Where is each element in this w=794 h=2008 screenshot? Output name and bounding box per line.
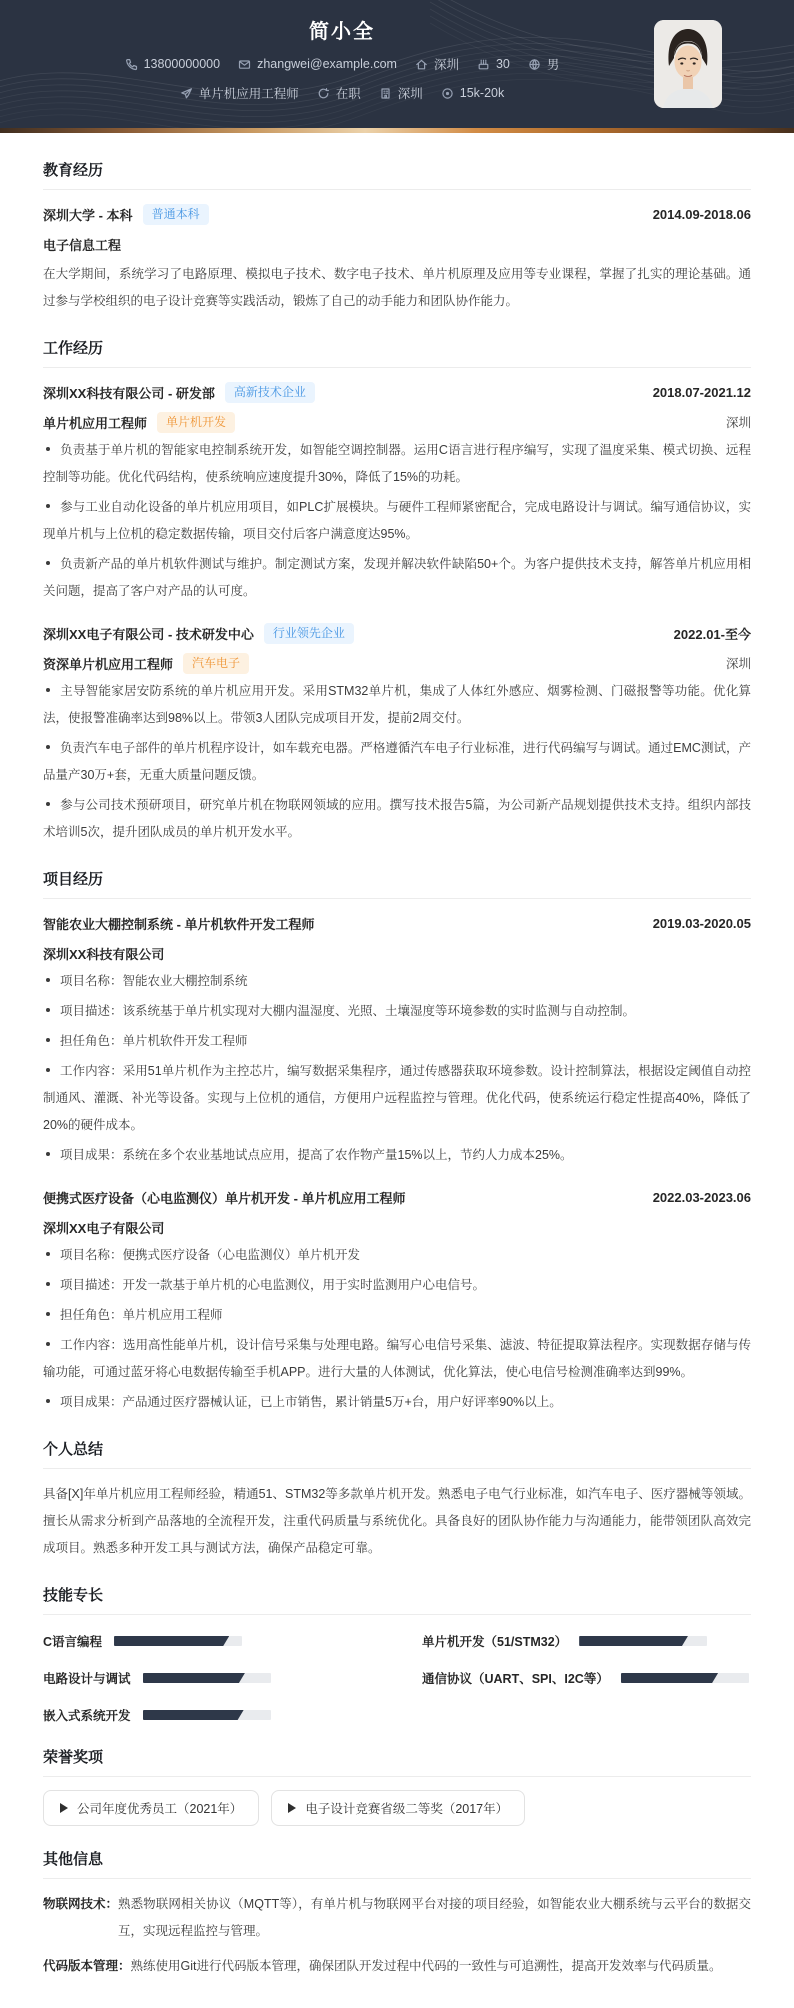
- skill-bar-fill: [143, 1710, 244, 1720]
- bullet-dot-icon: [46, 978, 50, 982]
- section-awards: [43, 1746, 751, 1826]
- skill-bar: [114, 1636, 242, 1646]
- work-bullet: 负责汽车电子部件的单片机程序设计，如车载充电器。严格遵循汽车电子行业标准，进行代码编写与调试。通过EMC测试，产品量产30万+套，无重大质量问题反馈。: [43, 741, 751, 782]
- project-bullet: 担任角色：单片机软件开发工程师: [43, 1028, 751, 1055]
- bullet-dot-icon: [46, 1068, 50, 1072]
- project-date: 2019.03-2020.05: [652, 915, 751, 931]
- project-entry: [43, 911, 751, 1169]
- project-company: 深圳XX电子有限公司: [43, 1220, 165, 1236]
- bullet-dot-icon: [46, 447, 50, 451]
- company-badge: 行业领先企业: [264, 623, 354, 644]
- salary-value: 15k-20k: [459, 86, 505, 100]
- bullet-dot-icon: [46, 561, 50, 565]
- bullet-dot-icon: [46, 745, 50, 749]
- job-tag: 汽车电子: [183, 653, 249, 674]
- awards-section-title: 荣誉奖项: [43, 1746, 751, 1777]
- contact-email: [238, 57, 397, 71]
- job-status-icon: [317, 87, 330, 100]
- project-bullet: 担任角色：单片机应用工程师: [43, 1302, 751, 1329]
- education-date: 2014.09-2018.06: [652, 206, 751, 222]
- other-info-label: 代码版本管理：: [43, 1959, 131, 1973]
- award-chip: [43, 1790, 259, 1826]
- other-info-text: 熟悉物联网相关协议（MQTT等），有单片机与物联网平台对接的项目经验，如智能农业大棚系统与云平台的数据交互，实现远程监控与管理。: [118, 1897, 751, 1938]
- work-bullet: 负责新产品的单片机软件测试与维护。制定测试方案，发现并解决软件缺陷50+个。为客户提供技术支持，解答单片机应用相关问题，提高了客户对产品的认可度。: [43, 557, 751, 598]
- skill-item: [422, 1632, 751, 1650]
- skill-label: 单片机开发（51/STM32）: [422, 1635, 568, 1649]
- skill-bar-fill: [114, 1636, 229, 1646]
- job-tag: 单片机开发: [157, 412, 235, 433]
- job-title: 资深单片机应用工程师: [43, 656, 174, 672]
- bullet-dot-icon: [46, 504, 50, 508]
- city-icon: [379, 87, 392, 100]
- work-date: 2022.01-至今: [673, 626, 751, 642]
- project-date: 2022.03-2023.06: [652, 1189, 751, 1205]
- phone-icon: [125, 58, 138, 71]
- gender-icon: [528, 58, 541, 71]
- email-address: zhangwei@example.com: [257, 57, 397, 71]
- project-title: 便携式医疗设备（心电监测仪）单片机开发 - 单片机应用工程师: [43, 1190, 406, 1206]
- portrait-illustration: [654, 20, 722, 108]
- education-description: 在大学期间，系统学习了电路原理、模拟电子技术、数字电子技术、单片机原理及应用等专业课程，掌握了扎实的理论基础。通过参与学校组织的电子设计竞赛等实践活动，锻炼了自己的动手能力和团队协作能力。: [43, 267, 751, 308]
- company-name: 深圳XX电子有限公司 - 技术研发中心: [43, 626, 254, 642]
- contact-city: [379, 84, 423, 102]
- work-location: 深圳: [725, 416, 751, 430]
- other-section-title: 其他信息: [43, 1848, 751, 1879]
- education-section-title: 教育经历: [43, 159, 751, 190]
- home-icon: [415, 58, 428, 71]
- project-entry: [43, 1185, 751, 1416]
- award-chip: [271, 1790, 525, 1826]
- bullet-dot-icon: [46, 1038, 50, 1042]
- skill-item: [43, 1632, 372, 1650]
- education-badge: 普通本科: [143, 204, 209, 225]
- bullet-dot-icon: [46, 688, 50, 692]
- project-title: 智能农业大棚控制系统 - 单片机软件开发工程师: [43, 916, 315, 932]
- play-icon: [60, 1803, 68, 1813]
- skill-item: [43, 1669, 372, 1687]
- job-status-value: 在职: [335, 87, 361, 101]
- skill-bar-fill: [621, 1673, 718, 1683]
- section-projects: [43, 868, 751, 1416]
- skill-bar-fill: [579, 1636, 688, 1646]
- job-title: 单片机应用工程师: [43, 415, 148, 431]
- skill-label: 电路设计与调试: [43, 1672, 131, 1686]
- section-skills: [43, 1584, 751, 1724]
- skills-section-title: 技能专长: [43, 1584, 751, 1615]
- job-intention-icon: [180, 87, 193, 100]
- project-bullet: 项目名称：智能农业大棚控制系统: [43, 968, 751, 995]
- bullet-dot-icon: [46, 1312, 50, 1316]
- skill-item: [422, 1669, 751, 1687]
- contact-row-2: [40, 84, 644, 102]
- projects-section-title: 项目经历: [43, 868, 751, 899]
- major-name: 电子信息工程: [43, 237, 122, 253]
- work-entry: [43, 621, 751, 846]
- contact-salary: [441, 86, 504, 100]
- project-company: 深圳XX科技有限公司: [43, 946, 165, 962]
- skill-bar: [621, 1673, 749, 1683]
- skill-label: 通信协议（UART、SPI、I2C等）: [422, 1672, 609, 1686]
- work-date: 2018.07-2021.12: [652, 384, 751, 400]
- bullet-dot-icon: [46, 1342, 50, 1346]
- bullet-dot-icon: [46, 1282, 50, 1286]
- bullet-dot-icon: [46, 1252, 50, 1256]
- contact-job-status: [317, 84, 361, 102]
- email-icon: [238, 58, 251, 71]
- bullet-dot-icon: [46, 802, 50, 806]
- work-location: 深圳: [725, 657, 751, 671]
- skill-bar: [143, 1673, 271, 1683]
- project-bullet: 项目成果：系统在多个农业基地试点应用，提高了农作物产量15%以上，节约人力成本25%。: [43, 1142, 751, 1169]
- city-value: 深圳: [397, 87, 423, 101]
- phone-number: 13800000000: [143, 57, 221, 71]
- other-info-item: [43, 1891, 751, 1945]
- home-city-value: 深圳: [433, 58, 459, 72]
- summary-text: 具备[X]年单片机应用工程师经验，精通51、STM32等多款单片机开发。熟悉电子电气行业标准，如汽车电子、医疗器械等领域。擅长从需求分析到产品落地的全流程开发，注重代码质量与系统优化。具备良好的团队协作能力与沟通能力，能带领团队高效完成项目。熟悉多种开发工具与测试方法，确保产品稳定可靠。: [43, 1487, 751, 1555]
- skill-label: 嵌入式系统开发: [43, 1709, 131, 1723]
- school-name: 深圳大学 - 本科: [43, 207, 133, 223]
- contact-age: [477, 57, 510, 71]
- gender-value: 男: [546, 58, 560, 72]
- section-education: [43, 159, 751, 315]
- contact-phone: [125, 57, 220, 71]
- contact-gender: [528, 55, 560, 73]
- skill-bar: [143, 1710, 271, 1720]
- work-bullet: 主导智能家居安防系统的单片机应用开发。采用STM32单片机，集成了人体红外感应、烟雾检测、门磁报警等功能。优化算法，使报警准确率达到98%以上。带领3人团队完成项目开发，提前2周交付。: [43, 684, 751, 725]
- skill-label: C语言编程: [43, 1635, 103, 1649]
- bullet-dot-icon: [46, 1008, 50, 1012]
- award-label: 公司年度优秀员工（2021年）: [77, 1802, 243, 1816]
- summary-section-title: 个人总结: [43, 1438, 751, 1469]
- bullet-dot-icon: [46, 1152, 50, 1156]
- section-summary: [43, 1438, 751, 1562]
- award-label: 电子设计竞赛省级二等奖（2017年）: [305, 1802, 509, 1816]
- age-value: 30: [495, 57, 510, 71]
- project-bullet: 项目描述：开发一款基于单片机的心电监测仪，用于实时监测用户心电信号。: [43, 1272, 751, 1299]
- other-info-item: [43, 1953, 751, 1980]
- skill-item: [43, 1706, 372, 1724]
- profile-photo: [654, 20, 722, 108]
- section-other: [43, 1848, 751, 1980]
- work-bullet: 参与工业自动化设备的单片机应用项目，如PLC扩展模块。与硬件工程师紧密配合，完成电路设计与调试。编写通信协议，实现单片机与上位机的稳定数据传输，项目交付后客户满意度达95%。: [43, 500, 751, 541]
- play-icon: [288, 1803, 296, 1813]
- work-bullet: 负责基于单片机的智能家电控制系统开发，如智能空调控制器。运用C语言进行程序编写，实现了温度采集、模式切换、远程控制等功能。优化代码结构，使系统响应速度提升30%，降低了15%的功耗。: [43, 443, 751, 484]
- work-section-title: 工作经历: [43, 337, 751, 368]
- company-badge: 高新技术企业: [225, 382, 315, 403]
- work-entry: [43, 380, 751, 605]
- age-icon: [477, 58, 490, 71]
- work-bullet: 参与公司技术预研项目，研究单片机在物联网领域的应用。撰写技术报告5篇，为公司新产品规划提供技术支持。组织内部技术培训5次，提升团队成员的单片机开发水平。: [43, 798, 751, 839]
- project-bullet: 工作内容：选用高性能单片机，设计信号采集与处理电路。编写心电信号采集、滤波、特征提取算法程序。实现数据存储与传输功能，可通过蓝牙将心电数据传输至手机APP。进行大量的人体测试，优化算法，使心电信号检测准确率达到99%。: [43, 1338, 751, 1379]
- project-bullet: 项目成果：产品通过医疗器械认证，已上市销售，累计销量5万+台，用户好评率90%以上。: [43, 1389, 751, 1416]
- project-bullet: 工作内容：采用51单片机作为主控芯片，编写数据采集程序，通过传感器获取环境参数。设计控制算法，根据设定阈值自动控制通风、灌溉、补光等设备。实现与上位机的通信，方便用户远程监控与管理。优化代码，使系统运行稳定性提高40%，降低了20%的硬件成本。: [43, 1064, 751, 1132]
- contact-row-1: [40, 55, 644, 73]
- skill-bar: [579, 1636, 707, 1646]
- contact-job-intention: [180, 84, 299, 102]
- education-entry: [43, 202, 751, 315]
- resume-body: [0, 133, 794, 2008]
- section-work: [43, 337, 751, 846]
- contact-home-city: [415, 55, 459, 73]
- candidate-name: 简小全: [309, 21, 375, 43]
- awards-list: [43, 1790, 751, 1826]
- other-info-text: 熟练使用Git进行代码版本管理，确保团队开发过程中代码的一致性与可追溯性，提高开发效率与代码质量。: [130, 1959, 722, 1973]
- resume-header: [0, 0, 794, 128]
- bullet-dot-icon: [46, 1399, 50, 1403]
- project-bullet: 项目名称：便携式医疗设备（心电监测仪）单片机开发: [43, 1242, 751, 1269]
- salary-icon: [441, 87, 454, 100]
- job-intention-value: 单片机应用工程师: [198, 87, 299, 101]
- skills-grid: [43, 1632, 751, 1724]
- other-info-label: 物联网技术：: [43, 1897, 119, 1911]
- skill-bar-fill: [143, 1673, 245, 1683]
- company-name: 深圳XX科技有限公司 - 研发部: [43, 385, 215, 401]
- project-bullet: 项目描述：该系统基于单片机实现对大棚内温湿度、光照、土壤湿度等环境参数的实时监测与自动控制。: [43, 998, 751, 1025]
